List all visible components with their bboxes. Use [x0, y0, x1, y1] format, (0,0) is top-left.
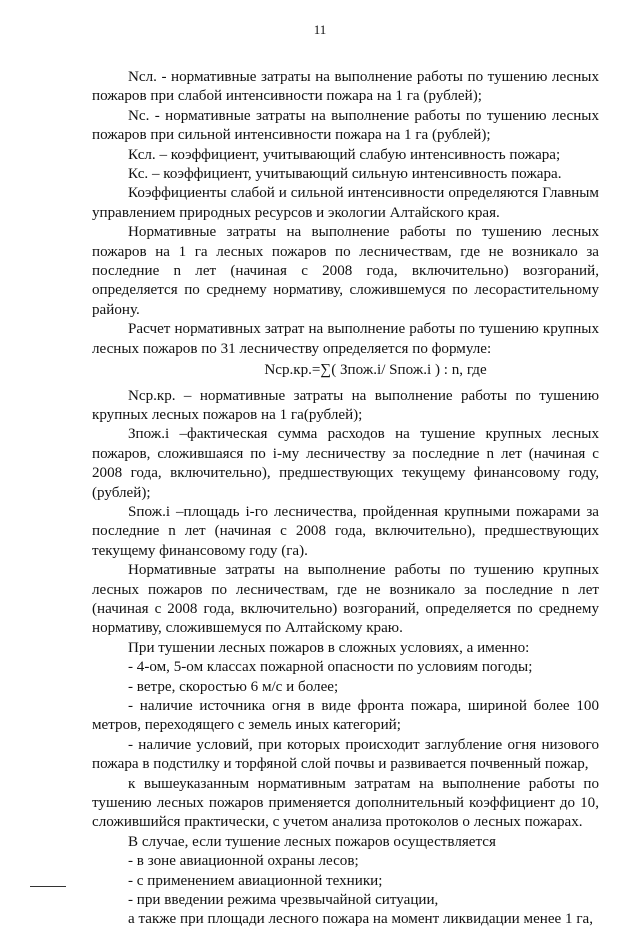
list-item: - при введении режима чрезвычайной ситуации,: [128, 892, 439, 909]
list-item: - наличие условий, при которых происходит заглубление огня низового пожара в подстилку и торфяной слой почвы и развивается почвенный пожар,: [92, 736, 599, 773]
list-item: - 4-ом, 5-ом классах пожарной опасности по условиям погоды;: [128, 659, 533, 676]
paragraph: Расчет нормативных затрат на выполнение работы по тушению крупных лесных пожаров по 31 лесничеству определяется по формуле:: [92, 321, 599, 357]
paragraph: Nсл. - нормативные затраты на выполнение работы по тушению лесных пожаров при слабой интенсивности пожара на 1 га (рублей);: [92, 69, 599, 105]
paragraph: а также при площади лесного пожара на момент ликвидации менее 1 га,: [128, 911, 594, 928]
paragraph: Nср.кр. – нормативные затраты на выполнение работы по тушению крупных лесных пожаров на 1 га(рублей);: [92, 387, 599, 423]
paragraph: Ксл. – коэффициент, учитывающий слабую интенсивность пожара;: [128, 146, 561, 163]
page-number: 11: [313, 22, 327, 37]
paragraph: Sпож.i –площадь i-го лесничества, пройденная крупными пожарами за последние n лет (начиная с 2008 года, включительно), предшествующих текущему финансовому году (га).: [92, 503, 599, 559]
paragraph: В случае, если тушение лесных пожаров осуществляется: [128, 833, 496, 850]
paragraph: Зпож.i –фактическая сумма расходов на тушение крупных лесных пожаров, сложившаяся по i-му лесничеству за последние n лет (начиная с 2008 года, включительно), предшествующих текущему финансовому году, (рублей);: [92, 426, 599, 501]
document-body: [92, 68, 599, 930]
list-item: - ветре, скоростью 6 м/с и более;: [128, 678, 339, 695]
footnote-rule: [30, 886, 66, 887]
paragraph: Нормативные затраты на выполнение работы по тушению лесных пожаров на 1 га лесных пожаров по лесничествам, где не возникало за последние n лет (начиная с 2008 года, включительно) возгораний, определяется по среднему нормативу, сложившемуся по лесорастительному району.: [92, 224, 599, 318]
paragraph: Коэффициенты слабой и сильной интенсивности определяются Главным управлением природных ресурсов и экологии Алтайского края.: [92, 185, 599, 221]
paragraph: Нормативные затраты на выполнение работы по тушению крупных лесных пожаров по лесничествам, где не возникало за последние n лет (начиная с 2008 года, включительно) возгораний, определяется по среднему нормативу, сложившемуся по Алтайскому краю.: [92, 562, 599, 637]
paragraph: к вышеуказанным нормативным затратам на выполнение работы по тушению лесных пожаров применяется дополнительный коэффициент до 10, сложившийся практически, с учетом анализа протоколов о лесных пожарах.: [92, 775, 599, 831]
list-item: - наличие источника огня в виде фронта пожара, шириной более 100 метров, переходящего с земель иных категорий;: [92, 698, 599, 734]
formula: Nср.кр.=∑( Зпож.i/ Sпож.i ) : n, где: [264, 362, 487, 379]
paragraph: Nс. - нормативные затраты на выполнение работы по тушению лесных пожаров при сильной интенсивности пожара на 1 га (рублей);: [92, 107, 599, 144]
list-item: - с применением авиационной техники;: [128, 872, 383, 889]
paragraph: Кс. – коэффициент, учитывающий сильную интенсивность пожара.: [128, 166, 562, 183]
paragraph: При тушении лесных пожаров в сложных условиях, а именно:: [128, 639, 530, 656]
list-item: - в зоне авиационной охраны лесов;: [128, 853, 359, 870]
